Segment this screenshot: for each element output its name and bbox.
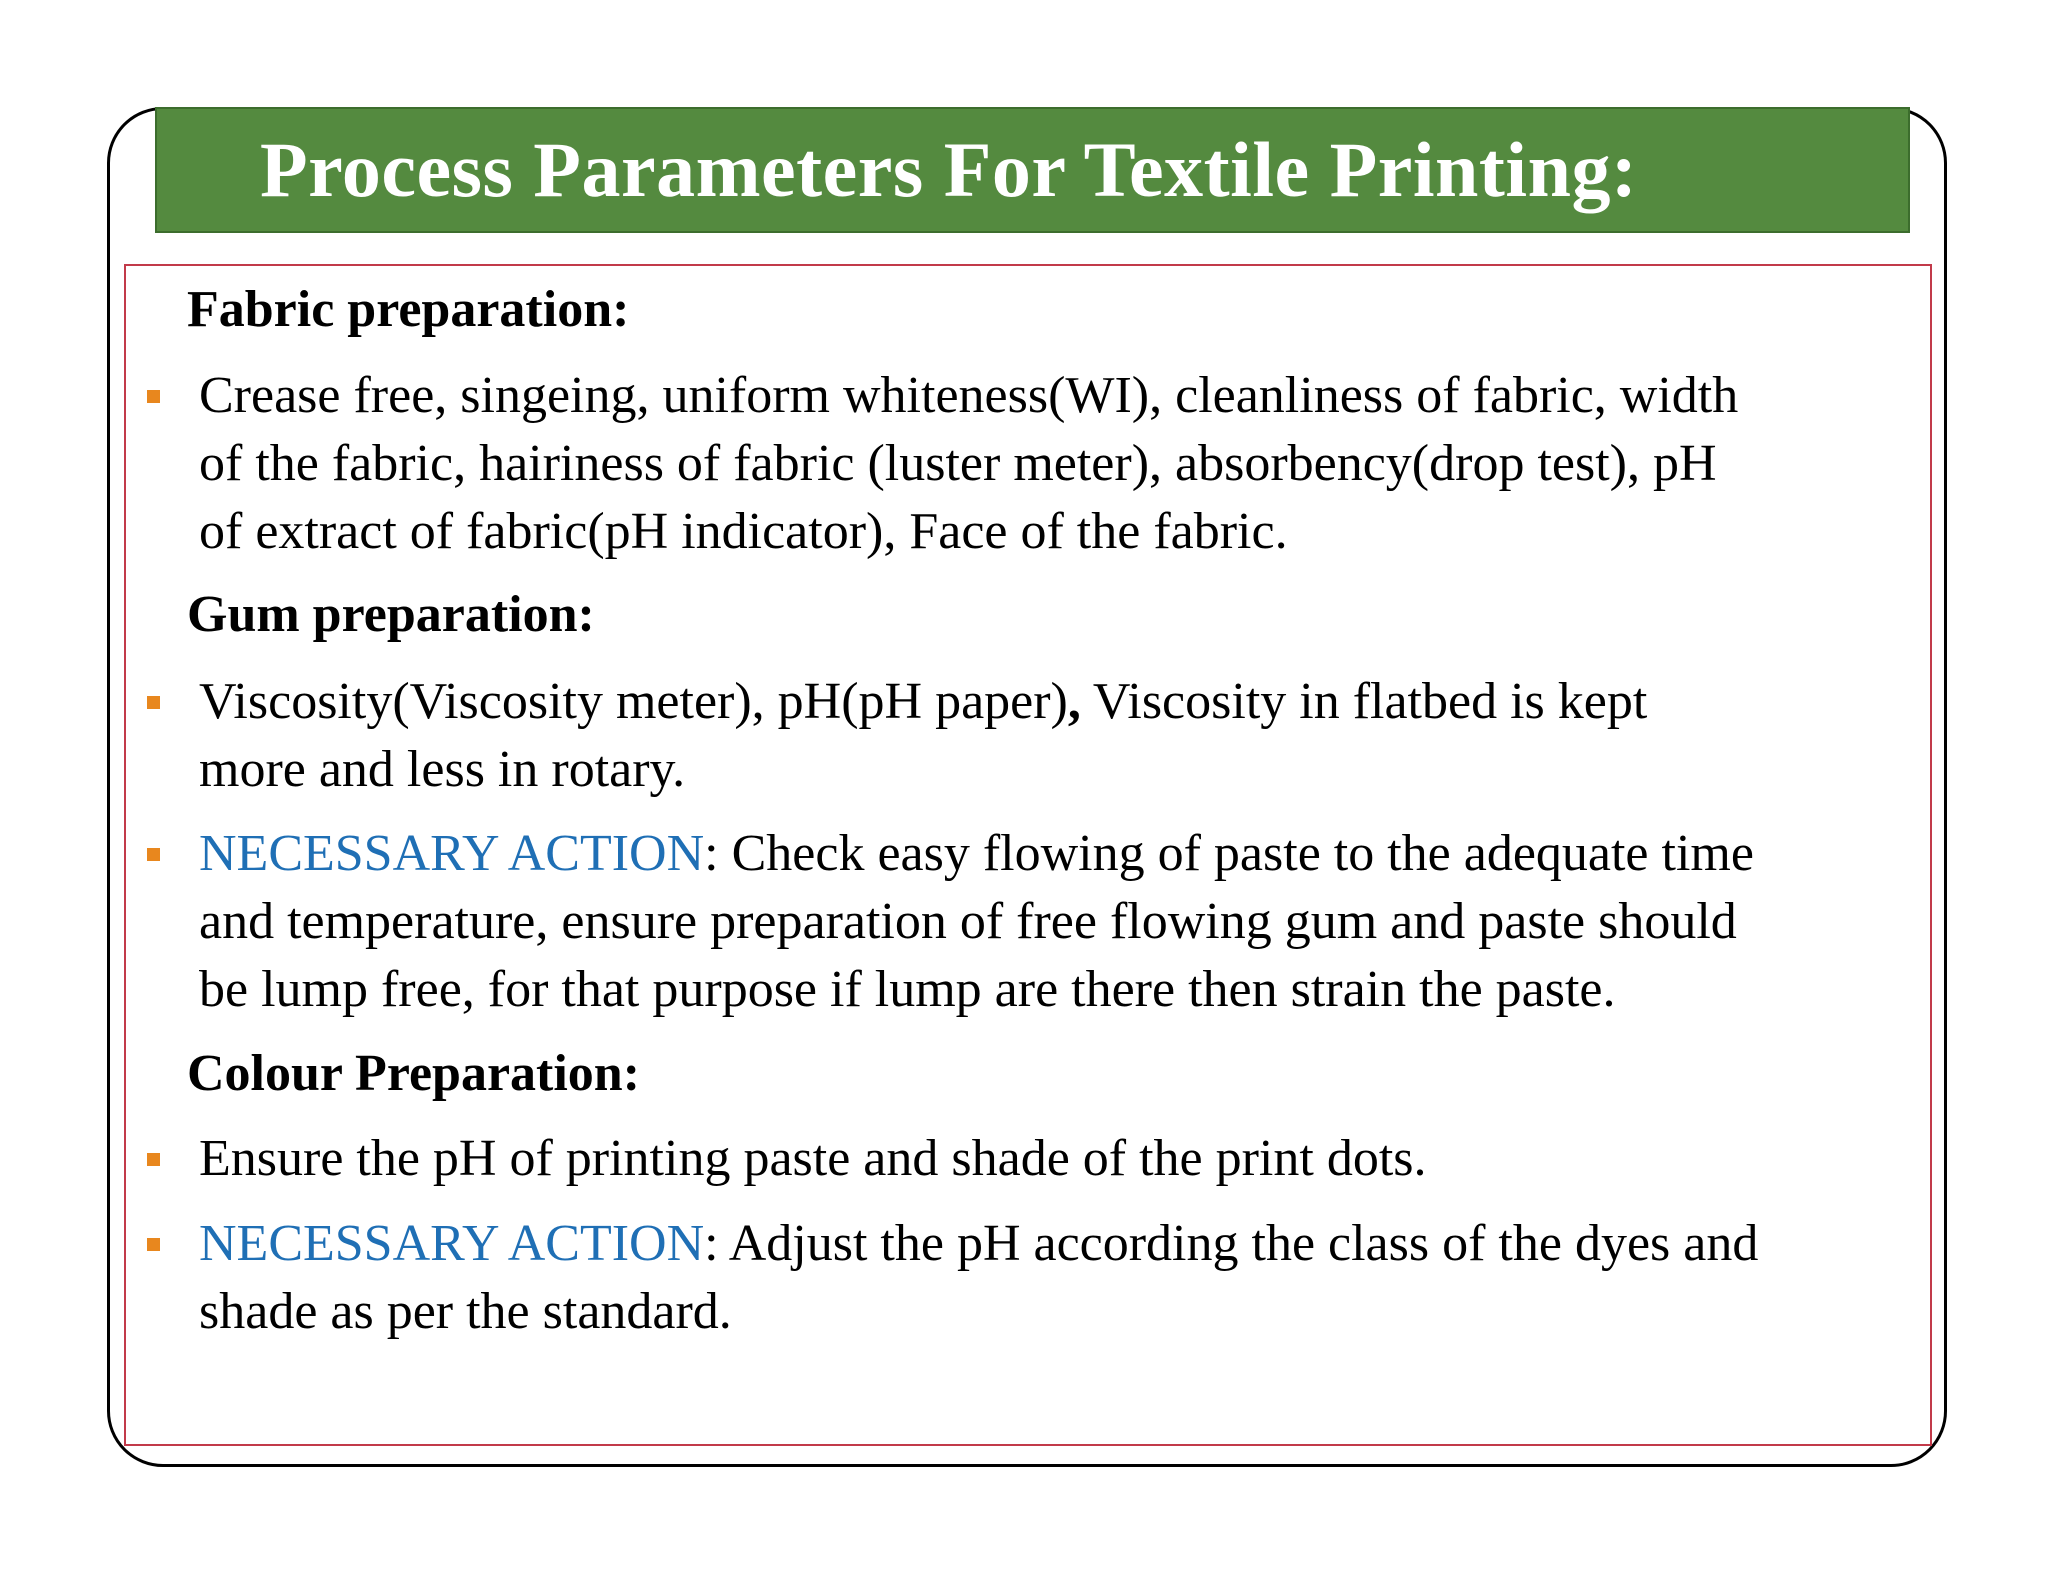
text-segment: : Check easy flowing of paste to the adequate time xyxy=(704,825,1754,882)
text-line xyxy=(199,1210,1758,1278)
text-line: shade as per the standard. xyxy=(199,1283,732,1340)
gum-preparation-heading: Gum preparation: xyxy=(187,586,595,643)
text-line: Crease free, singeing, uniform whiteness(WI), cleanliness of fabric, width xyxy=(199,367,1739,424)
colour-bullet-1 xyxy=(199,1125,1427,1193)
slide-title: Process Parameters For Textile Printing: xyxy=(260,126,1638,213)
bullet-marker xyxy=(147,1153,160,1166)
text-segment: Viscosity in flatbed is kept xyxy=(1080,673,1648,730)
text-line: Ensure the pH of printing paste and shade of the print dots. xyxy=(199,1130,1427,1187)
gum-bullet-1 xyxy=(199,668,1647,804)
necessary-action-label: NECESSARY ACTION xyxy=(199,825,705,882)
necessary-action-label: NECESSARY ACTION xyxy=(199,1215,705,1272)
bullet-marker xyxy=(147,696,160,709)
text-segment: : Adjust the pH according the class of the dyes and xyxy=(704,1215,1759,1272)
text-line: of the fabric, hairiness of fabric (luster meter), absorbency(drop test), pH xyxy=(199,435,1717,492)
text-segment: Viscosity(Viscosity meter), pH(pH paper) xyxy=(199,673,1068,730)
gum-bullet-2 xyxy=(199,820,1754,1024)
colour-bullet-2 xyxy=(199,1210,1758,1346)
text-line xyxy=(199,820,1754,888)
text-line xyxy=(199,668,1647,736)
bullet-marker xyxy=(147,1238,160,1251)
title-bar xyxy=(155,107,1910,233)
fabric-bullet-1 xyxy=(199,362,1738,566)
text-line: be lump free, for that purpose if lump are there then strain the paste. xyxy=(199,961,1616,1018)
fabric-preparation-heading: Fabric preparation: xyxy=(187,281,630,338)
bullet-marker xyxy=(147,390,160,403)
bullet-marker xyxy=(147,848,160,861)
colour-preparation-heading: Colour Preparation: xyxy=(187,1045,641,1102)
text-line: of extract of fabric(pH indicator), Face of the fabric. xyxy=(199,503,1288,560)
bold-comma: , xyxy=(1067,673,1081,730)
text-line: more and less in rotary. xyxy=(199,741,686,798)
text-line: and temperature, ensure preparation of free flowing gum and paste should xyxy=(199,893,1737,950)
